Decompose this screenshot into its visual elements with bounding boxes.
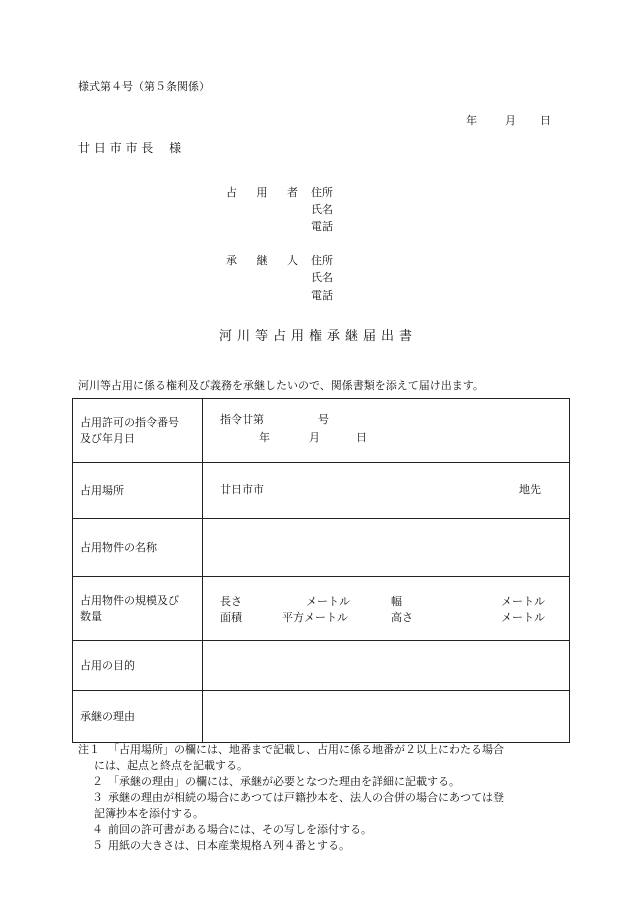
permit-value-cell[interactable]: [203, 399, 570, 463]
scale-width-label: 幅: [391, 595, 402, 608]
note-number: ２: [92, 775, 103, 788]
permit-number-suffix: 号: [318, 413, 329, 426]
permit-label-cell: [73, 399, 203, 463]
location-city: 廿日市市: [220, 483, 264, 496]
successor-address-label: 住所: [311, 254, 333, 267]
note-number: ３: [92, 791, 103, 804]
date-day-label: 日: [540, 114, 551, 127]
table-row-object-name: [73, 519, 570, 577]
note-text: 「承継の理由」の欄には、承継が必要となつた理由を詳細に記載する。: [108, 775, 460, 788]
table-row-reason: [73, 691, 570, 743]
scale-height-label: 高さ: [391, 611, 413, 624]
date-year-label: 年: [466, 114, 477, 127]
object-name-label: 占用物件の名称: [73, 519, 203, 577]
successor-name-label: 氏名: [311, 271, 333, 284]
permit-day: 日: [356, 431, 367, 444]
permit-year: 年: [259, 431, 270, 444]
note-continuation: には、起点と終点を記載する。: [94, 759, 248, 772]
note-text: 用紙の大きさは、日本産業規格Ａ列４番とする。: [108, 839, 350, 852]
scale-label-line2: 数量: [80, 609, 102, 623]
intro-text: 河川等占用に係る権利及び義務を承継したいので、関係書類を添えて届け出ます。: [78, 379, 484, 392]
location-label: 占用場所: [73, 463, 203, 519]
note-item: [78, 822, 568, 838]
scale-width-unit: メートル: [501, 595, 545, 608]
note-text: 承継の理由が相続の場合にあつては戸籍抄本を、法人の合併の場合にあつては登: [108, 791, 504, 804]
scale-label-line1: 占用物件の規模及び: [80, 593, 179, 607]
note-item: [78, 742, 568, 774]
document-title: 河川等占用権承継届出書: [219, 329, 418, 344]
permit-prefix: 指令廿第: [220, 413, 264, 426]
table-row-permit: [73, 399, 570, 463]
occupant-phone-label: 電話: [311, 220, 333, 233]
scale-length-unit: メートル: [306, 595, 350, 608]
scale-height-unit: メートル: [501, 611, 545, 624]
notes-section: [78, 742, 568, 854]
purpose-value-cell[interactable]: [203, 641, 570, 691]
form-number: 様式第４号（第５条関係）: [78, 80, 210, 93]
scale-label-cell: [73, 577, 203, 641]
table-row-location: [73, 463, 570, 519]
note-number: 注１: [78, 743, 100, 756]
occupant-name-label: 氏名: [311, 203, 333, 216]
reason-label: 承継の理由: [73, 691, 203, 743]
location-value-cell[interactable]: [203, 463, 570, 519]
table-row-scale: [73, 577, 570, 641]
addressee: 廿 日 市 市 長 様: [78, 141, 182, 155]
scale-area-label: 面積: [220, 611, 242, 624]
permit-label-line1: 占用許可の指令番号: [80, 415, 179, 429]
note-text: 前回の許可書がある場合には、その写しを添付する。: [108, 823, 372, 836]
scale-value-cell[interactable]: [203, 577, 570, 641]
note-text: 「占用場所」の欄には、地番まで記載し、占用に係る地番が２以上にわたる場合: [108, 743, 504, 756]
date-month-label: 月: [505, 114, 516, 127]
table-row-purpose: [73, 641, 570, 691]
successor-phone-label: 電話: [311, 289, 333, 302]
purpose-label: 占用の目的: [73, 641, 203, 691]
object-name-value-cell[interactable]: [203, 519, 570, 577]
application-table: [72, 398, 570, 743]
note-number: ５: [92, 839, 103, 852]
note-item: [78, 774, 568, 790]
permit-label-line2: 及び年月日: [80, 431, 135, 445]
note-item: [78, 838, 568, 854]
location-suffix: 地先: [519, 483, 541, 496]
reason-value-cell[interactable]: [203, 691, 570, 743]
note-item: [78, 790, 568, 822]
occupant-address-label: 住所: [311, 186, 333, 199]
permit-month: 月: [309, 431, 320, 444]
scale-length-label: 長さ: [220, 595, 242, 608]
note-number: ４: [92, 823, 103, 836]
note-continuation: 記簿抄本を添付する。: [94, 807, 204, 820]
scale-area-unit: 平方メートル: [282, 611, 348, 624]
occupant-heading: 占 用 者: [226, 186, 306, 199]
successor-heading: 承 継 人: [226, 254, 306, 267]
